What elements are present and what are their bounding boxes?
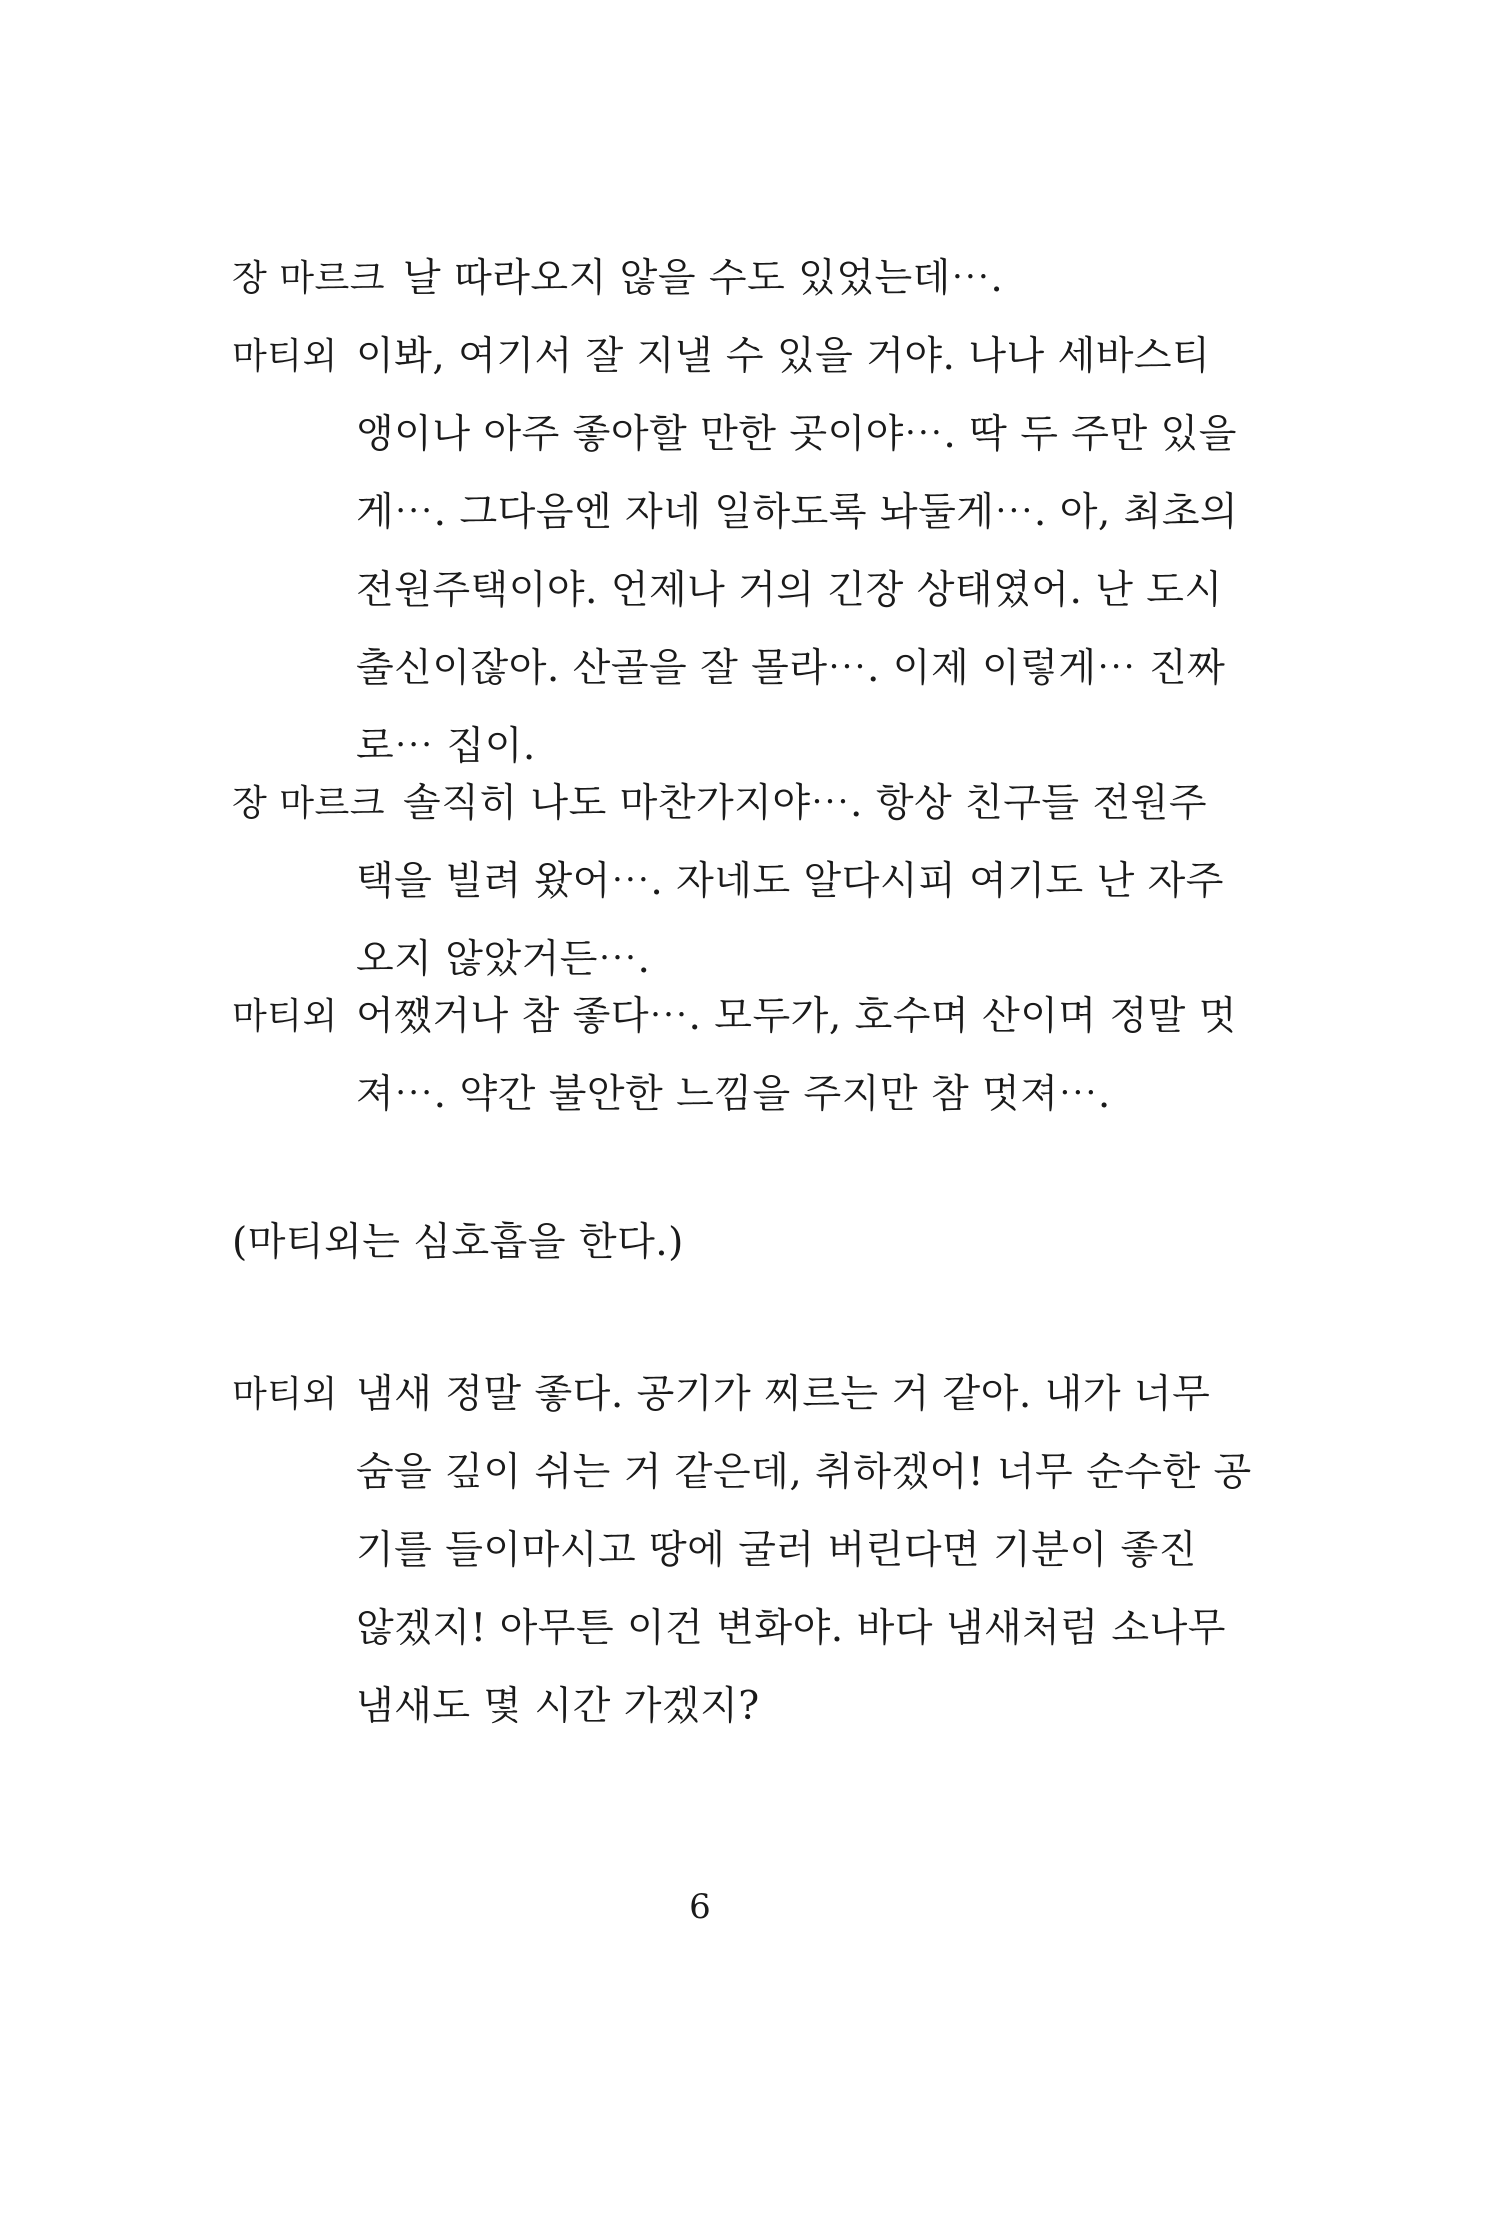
speaker-name: 장 마르크 (232, 258, 386, 299)
page-number: 6 (689, 1887, 711, 1927)
dialogue-line: 어쨌거나 참 좋다⋯. 모두가, 호수며 산이며 정말 멋 (356, 994, 1237, 1039)
stage-direction: (마티외는 심호흡을 한다.) (232, 1220, 684, 1265)
dialogue-line: 출신이잖아. 산골을 잘 몰라⋯. 이제 이렇게⋯ 진짜 (356, 646, 1226, 691)
dialogue-line: 로⋯ 집이. (356, 724, 536, 769)
dialogue-line: 냄새도 몇 시간 가겠지? (356, 1684, 760, 1729)
speaker-name: 마티외 (232, 1374, 338, 1415)
dialogue-line: 이봐, 여기서 잘 지낼 수 있을 거야. 나나 세바스티 (356, 334, 1211, 379)
dialogue-line: 앵이나 아주 좋아할 만한 곳이야⋯. 딱 두 주만 있을 (356, 412, 1237, 457)
dialogue-line: 오지 않았거든⋯. (356, 937, 651, 982)
dialogue-line: 솔직히 나도 마찬가지야⋯. 항상 친구들 전원주 (403, 781, 1208, 826)
speaker-name: 마티외 (232, 996, 338, 1037)
dialogue-line: 져⋯. 약간 불안한 느낌을 주지만 참 멋져⋯. (356, 1072, 1111, 1117)
dialogue-line: 날 따라오지 않을 수도 있었는데⋯. (403, 256, 1004, 301)
speaker-name: 장 마르크 (232, 783, 386, 824)
speaker-name: 마티외 (232, 336, 338, 377)
dialogue-line: 전원주택이야. 언제나 거의 긴장 상태였어. 난 도시 (356, 568, 1223, 613)
dialogue-line: 게⋯. 그다음엔 자네 일하도록 놔둘게⋯. 아, 최초의 (356, 490, 1239, 535)
dialogue-line: 택을 빌려 왔어⋯. 자네도 알다시피 여기도 난 자주 (356, 859, 1224, 904)
dialogue-line: 냄새 정말 좋다. 공기가 찌르는 거 같아. 내가 너무 (356, 1372, 1211, 1417)
dialogue-line: 않겠지! 아무튼 이건 변화야. 바다 냄새처럼 소나무 (356, 1606, 1226, 1651)
dialogue-line: 숨을 깊이 쉬는 거 같은데, 취하겠어! 너무 순수한 공 (356, 1450, 1252, 1495)
dialogue-line: 기를 들이마시고 땅에 굴러 버린다면 기분이 좋진 (356, 1528, 1197, 1573)
